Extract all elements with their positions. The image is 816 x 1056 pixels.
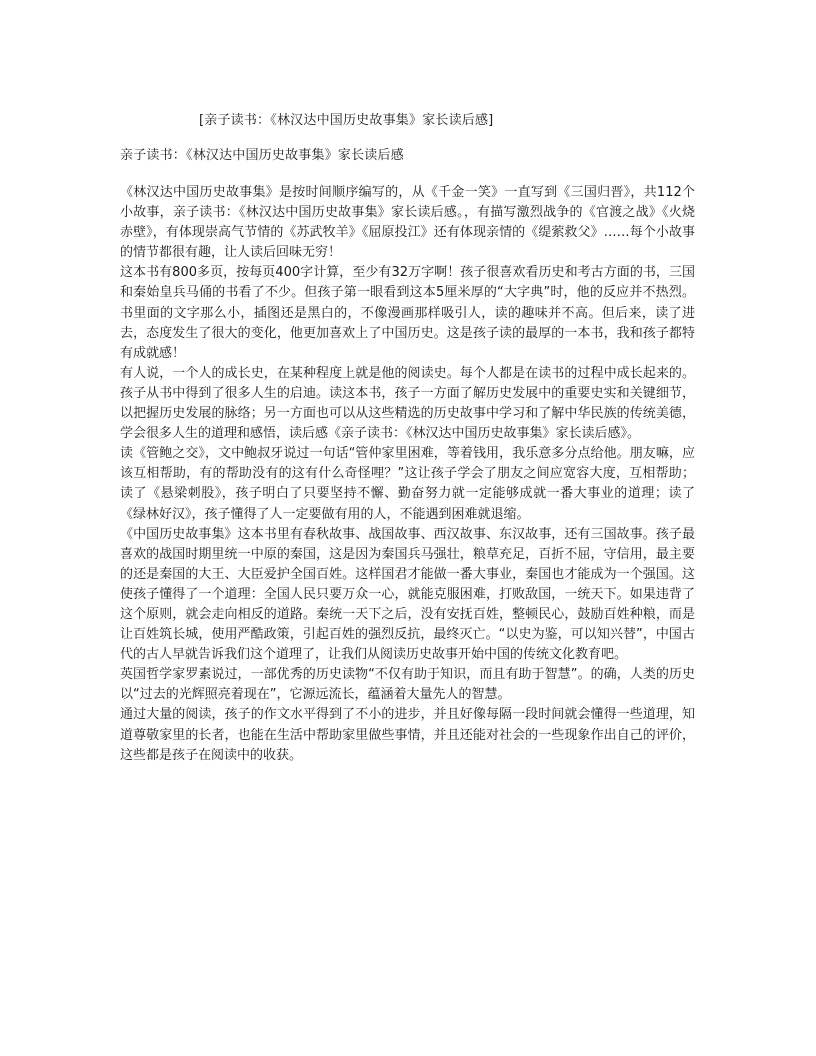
document-body	[120, 183, 695, 766]
paragraph-qin-state: 《中国历史故事集》这本书里有春秋故事、战国故事、西汉故事、东汉故事，还有三国故事。孩子最喜欢的战国时期里统一中原的秦国，这是因为秦国兵马强壮，粮草充足，百折不屈，守信用，最主要的还是秦国的大王、大臣爱护全国百姓。这样国君才能做一番大事业，秦国也才能成为一个强国。这使孩子懂得了一个道理：全国人民只要万众一心，就能克服困难，打败敌国，一统天下。如果违背了这个原则，就会走向相反的道路。秦统一天下之后，没有安抚百姓，整顿民心，鼓励百姓种粮，而是让百姓筑长城，使用严酷政策，引起百姓的强烈反抗，最终灭亡。“以史为鉴，可以知兴替”，中国古代的古人早就告诉我们这个道理了，让我们从阅读历史故事开始中国的传统文化教育吧。	[120, 526, 695, 663]
paragraph-book-size: 这本书有800多页，按每页400字计算，至少有32万字啊！孩子很喜欢看历史和考古方面的书，三国和秦始皇兵马俑的书看了不少。但孩子第一眼看到这本5厘米厚的“大字典”时，他的反应并不热烈。书里面的文字那么小，插图还是黑白的，不像漫画那样吸引人，读的趣味并不高。但后来，读了进去，态度发生了很大的变化，他更加喜欢上了中国历史。这是孩子读的最厚的一本书，我和孩子都特有成就感！	[120, 265, 695, 361]
document-title: [亲子读书：《林汉达中国历史故事集》家长读后感]	[199, 113, 494, 128]
document-subtitle: 亲子读书：《林汉达中国历史故事集》家长读后感	[120, 148, 404, 163]
paragraph-russell-quote: 英国哲学家罗素说过，一部优秀的历史读物“不仅有助于知识，而且有助于智慧”。的确，人类的历史以“过去的光辉照亮着现在”，它源远流长，蕴涵着大量先人的智慧。	[120, 667, 695, 703]
paragraph-reading-history: 有人说，一个人的成长史，在某种程度上就是他的阅读史。每个人都是在读书的过程中成长起来的。孩子从书中得到了很多人生的启迪。读这本书，孩子一方面了解历史发展中的重要史实和关键细节，以把握历史发展的脉络；另一方面也可以从这些精选的历史故事中学习和了解中华民族的传统美德，学会很多人生的道理和感悟，读后感《亲子读书：《林汉达中国历史故事集》家长读后感》。	[120, 365, 695, 442]
paragraph-intro: 《林汉达中国历史故事集》是按时间顺序编写的，从《千金一笑》一直写到《三国归晋》，共112个小故事，亲子读书：《林汉达中国历史故事集》家长读后感。，有描写激烈战争的《官渡之战》《火烧赤壁》，有体现崇高气节情的《苏武牧羊》《屈原投江》还有体现亲情的《缇萦救父》……每个小故事的情节都很有趣，让人读后回味无穷！	[120, 185, 695, 261]
paragraph-story-lessons: 读《管鲍之交》，文中鲍叔牙说过一句话“管仲家里困难，等着钱用，我乐意多分点给他。朋友嘛，应该互相帮助，有的帮助没有的这有什么奇怪哩？”这让孩子学会了朋友之间应宽容大度，互相帮助；读了《悬梁刺股》，孩子明白了只要坚持不懈、勤奋努力就一定能够成就一番大事业的道理；读了《绿林好汉》，孩子懂得了人一定要做有用的人，不能遇到困难就退缩。	[120, 446, 695, 522]
paragraph-conclusion: 通过大量的阅读，孩子的作文水平得到了不小的进步，并且好像每隔一段时间就会懂得一些道理，知道尊敬家里的长者，也能在生活中帮助家里做些事情，并且还能对社会的一些现象作出自己的评价，这些都是孩子在阅读中的收获。	[120, 707, 695, 763]
